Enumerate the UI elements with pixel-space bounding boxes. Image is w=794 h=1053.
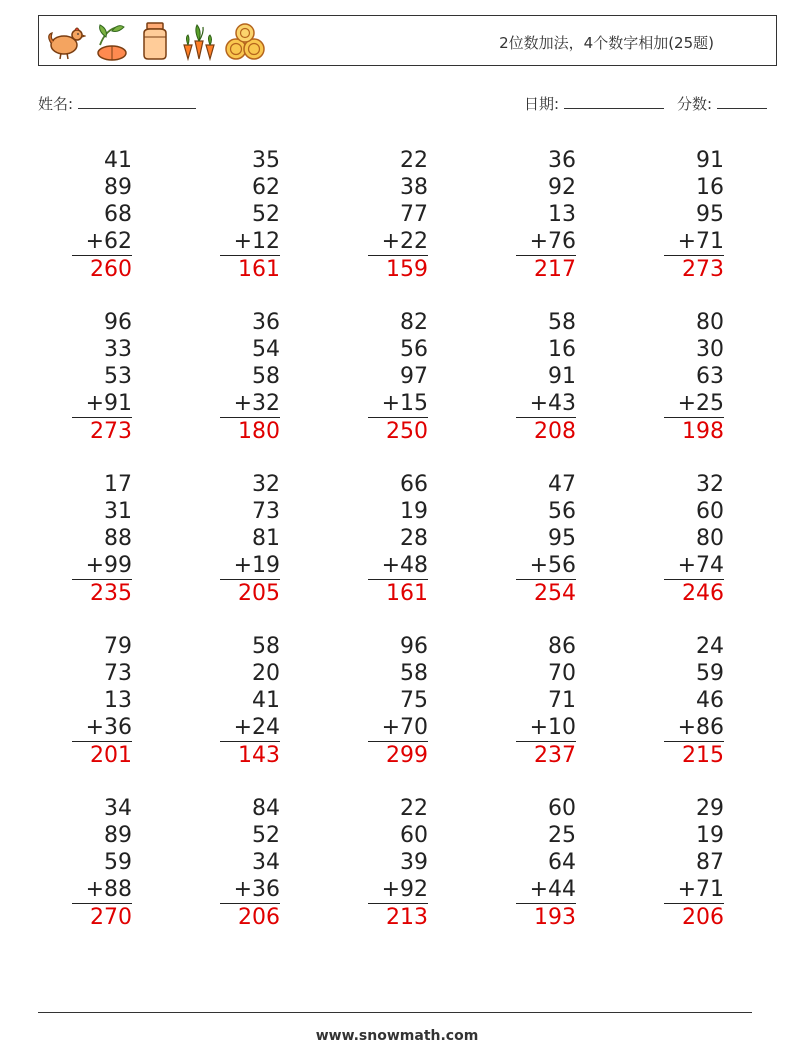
addend: 38 [400, 175, 428, 200]
addend: 58 [548, 310, 576, 335]
addend: 58 [400, 661, 428, 686]
problem [220, 633, 280, 769]
addend: 91 [696, 148, 724, 173]
addend: 19 [400, 499, 428, 524]
answer: 198 [682, 419, 724, 444]
answer: 250 [386, 419, 428, 444]
addend: 29 [696, 796, 724, 821]
addend: 60 [548, 796, 576, 821]
addend: 62 [252, 175, 280, 200]
addend: 92 [548, 175, 576, 200]
addend: 41 [104, 148, 132, 173]
problem [664, 309, 724, 445]
problem [516, 633, 576, 769]
answer: 161 [386, 581, 428, 606]
addend: 52 [252, 823, 280, 848]
score-label: 分数: [677, 95, 713, 113]
addend: 16 [696, 175, 724, 200]
name-label: 姓名: [38, 95, 74, 113]
last-addend: +25 [664, 390, 724, 418]
problem [368, 471, 428, 607]
score-field [677, 93, 767, 114]
hay-bales-icon [224, 21, 266, 61]
last-addend: +76 [516, 228, 576, 256]
addend: 39 [400, 850, 428, 875]
addend: 73 [252, 499, 280, 524]
problem [368, 633, 428, 769]
answer: 180 [238, 419, 280, 444]
addend: 32 [696, 472, 724, 497]
last-addend: +56 [516, 552, 576, 580]
last-addend: +15 [368, 390, 428, 418]
answer: 235 [90, 581, 132, 606]
last-addend: +62 [72, 228, 132, 256]
answer: 201 [90, 743, 132, 768]
addend: 13 [548, 202, 576, 227]
addend: 86 [548, 634, 576, 659]
problem [516, 147, 576, 283]
addend: 25 [548, 823, 576, 848]
answer: 206 [238, 905, 280, 930]
problem [220, 795, 280, 931]
last-addend: +71 [664, 876, 724, 904]
addend: 35 [252, 148, 280, 173]
problem [664, 147, 724, 283]
addend: 77 [400, 202, 428, 227]
addend: 58 [252, 364, 280, 389]
problem [220, 309, 280, 445]
addend: 56 [400, 337, 428, 362]
date-label: 日期: [524, 95, 560, 113]
answer: 217 [534, 257, 576, 282]
addend: 41 [252, 688, 280, 713]
addend: 19 [696, 823, 724, 848]
addend: 96 [104, 310, 132, 335]
addend: 33 [104, 337, 132, 362]
addend: 68 [104, 202, 132, 227]
answer: 237 [534, 743, 576, 768]
addend: 36 [252, 310, 280, 335]
addend: 89 [104, 175, 132, 200]
addend: 24 [696, 634, 724, 659]
name-blank[interactable] [78, 94, 196, 109]
addend: 91 [548, 364, 576, 389]
date-blank[interactable] [564, 94, 664, 109]
last-addend: +32 [220, 390, 280, 418]
answer: 208 [534, 419, 576, 444]
addend: 53 [104, 364, 132, 389]
addend: 96 [400, 634, 428, 659]
answer: 299 [386, 743, 428, 768]
addend: 28 [400, 526, 428, 551]
problem [664, 795, 724, 931]
addend: 22 [400, 796, 428, 821]
addend: 60 [696, 499, 724, 524]
problem [72, 147, 132, 283]
problem [368, 795, 428, 931]
score-blank[interactable] [717, 94, 767, 109]
addend: 80 [696, 310, 724, 335]
last-addend: +99 [72, 552, 132, 580]
problem [664, 633, 724, 769]
answer: 260 [90, 257, 132, 282]
addend: 97 [400, 364, 428, 389]
answer: 206 [682, 905, 724, 930]
addend: 31 [104, 499, 132, 524]
addend: 59 [696, 661, 724, 686]
last-addend: +22 [368, 228, 428, 256]
addend: 52 [252, 202, 280, 227]
last-addend: +43 [516, 390, 576, 418]
problem [72, 309, 132, 445]
answer: 205 [238, 581, 280, 606]
last-addend: +44 [516, 876, 576, 904]
answer: 143 [238, 743, 280, 768]
addend: 46 [696, 688, 724, 713]
addend: 95 [696, 202, 724, 227]
addend: 34 [252, 850, 280, 875]
footer-divider [38, 1012, 752, 1013]
problem [72, 633, 132, 769]
sprout-peach-icon [92, 21, 132, 61]
addend: 70 [548, 661, 576, 686]
addend: 56 [548, 499, 576, 524]
last-addend: +91 [72, 390, 132, 418]
addend: 73 [104, 661, 132, 686]
last-addend: +92 [368, 876, 428, 904]
answer: 193 [534, 905, 576, 930]
addend: 84 [252, 796, 280, 821]
problem [220, 147, 280, 283]
problem [664, 471, 724, 607]
answer: 159 [386, 257, 428, 282]
jar-icon [138, 21, 172, 61]
addend: 63 [696, 364, 724, 389]
addend: 54 [252, 337, 280, 362]
problem [516, 795, 576, 931]
addend: 60 [400, 823, 428, 848]
addend: 80 [696, 526, 724, 551]
addend: 81 [252, 526, 280, 551]
problem [368, 309, 428, 445]
last-addend: +74 [664, 552, 724, 580]
addend: 13 [104, 688, 132, 713]
addend: 16 [548, 337, 576, 362]
chicken-icon [44, 21, 86, 61]
answer: 273 [682, 257, 724, 282]
problem [220, 471, 280, 607]
addend: 88 [104, 526, 132, 551]
addend: 30 [696, 337, 724, 362]
problem [368, 147, 428, 283]
last-addend: +24 [220, 714, 280, 742]
answer: 213 [386, 905, 428, 930]
addend: 32 [252, 472, 280, 497]
last-addend: +86 [664, 714, 724, 742]
addend: 34 [104, 796, 132, 821]
addend: 75 [400, 688, 428, 713]
answer: 270 [90, 905, 132, 930]
problem [72, 471, 132, 607]
addend: 66 [400, 472, 428, 497]
last-addend: +36 [220, 876, 280, 904]
last-addend: +12 [220, 228, 280, 256]
addend: 20 [252, 661, 280, 686]
addend: 22 [400, 148, 428, 173]
header-icons [44, 21, 266, 61]
name-field [38, 93, 196, 114]
addend: 47 [548, 472, 576, 497]
answer: 273 [90, 419, 132, 444]
addend: 82 [400, 310, 428, 335]
last-addend: +10 [516, 714, 576, 742]
last-addend: +19 [220, 552, 280, 580]
addend: 79 [104, 634, 132, 659]
worksheet-title: 2位数加法，4个数字相加(25题) [499, 34, 714, 52]
footer-site: www.snowmath.com [315, 1028, 479, 1044]
addend: 87 [696, 850, 724, 875]
last-addend: +36 [72, 714, 132, 742]
addend: 36 [548, 148, 576, 173]
addend: 64 [548, 850, 576, 875]
last-addend: +48 [368, 552, 428, 580]
problem [72, 795, 132, 931]
problem [516, 309, 576, 445]
addend: 17 [104, 472, 132, 497]
addend: 71 [548, 688, 576, 713]
answer: 246 [682, 581, 724, 606]
worksheet-header [38, 15, 777, 66]
answer: 254 [534, 581, 576, 606]
carrots-icon [178, 21, 218, 61]
answer: 161 [238, 257, 280, 282]
problem [516, 471, 576, 607]
date-field [524, 93, 664, 114]
addend: 95 [548, 526, 576, 551]
addend: 89 [104, 823, 132, 848]
addend: 59 [104, 850, 132, 875]
last-addend: +88 [72, 876, 132, 904]
last-addend: +71 [664, 228, 724, 256]
addend: 58 [252, 634, 280, 659]
last-addend: +70 [368, 714, 428, 742]
answer: 215 [682, 743, 724, 768]
